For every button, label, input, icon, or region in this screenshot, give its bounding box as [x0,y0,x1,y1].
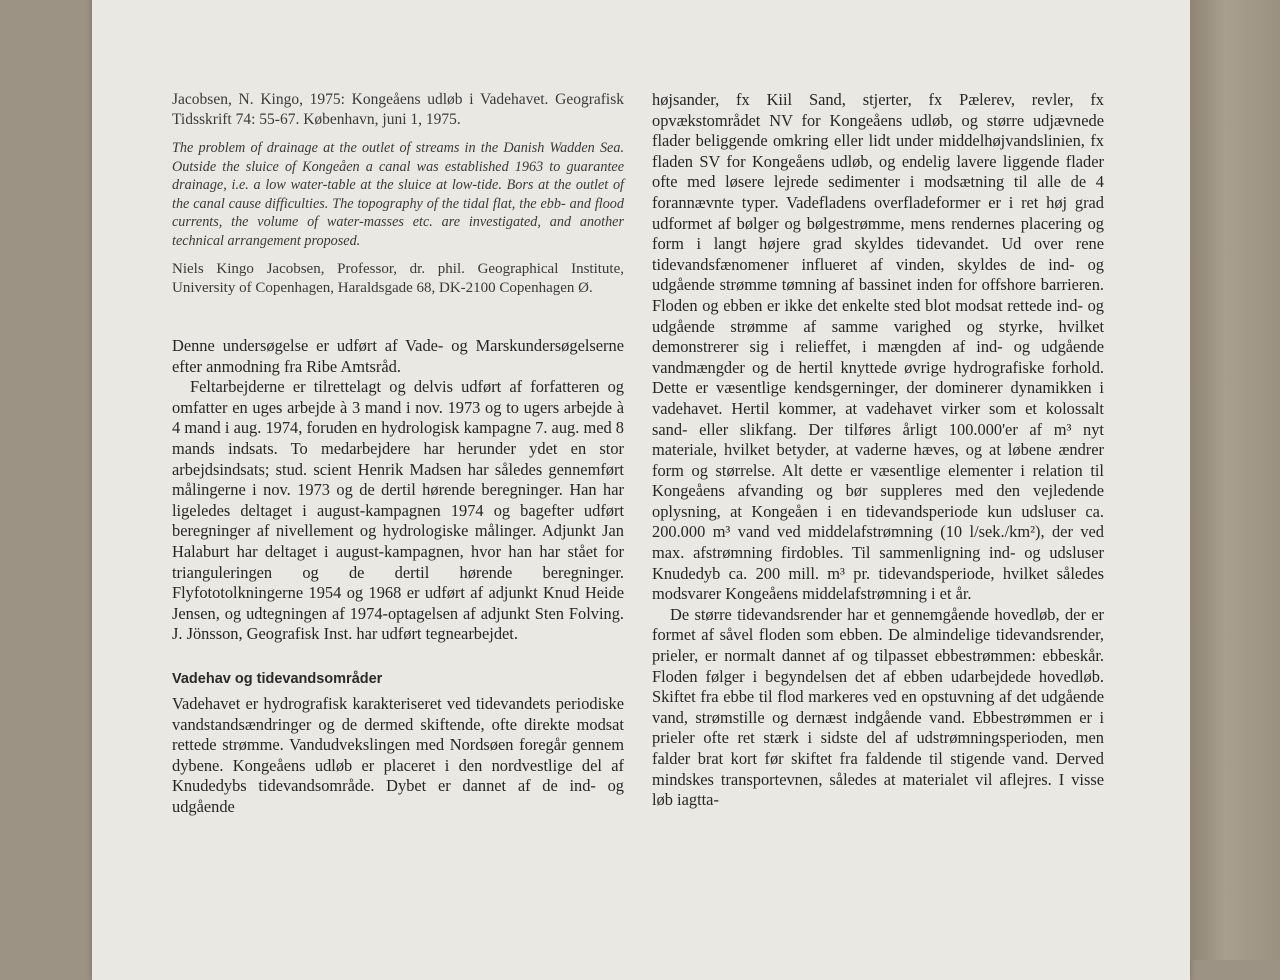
section-paragraph: Vadehavet er hydrografisk karakteriseret ved tidevandets periodiske vandstandsændringer og de dermed skiftende, ofte direkte modsat rettede strømme. Vandudvekslingen med Nordsøen foregår gennem dybene. Kongeåens udløb er placeret i den nordvestlige del af Knudedybs tidevandsområde. Dybet er dannet af de ind- og udgående [172,693,624,816]
citation-reference: Jacobsen, N. Kingo, 1975: Kongeåens udløb i Vadehavet. Geografisk Tidsskrift 74: 55-67. København, juni 1, 1975. [172,91,624,128]
background-surface [1190,0,1280,960]
continued-paragraph: højsander, fx Kiil Sand, stjerter, fx Pælerev, revler, fx opvækstområdet NV for Kongeåens udløb, og større udjævnede flader beliggende omkring eller lidt under middelhøjvandslinien, fx fladen SV for Kongeåens udløb, og endelig lavere liggende flader ofte med løsere lejrede sedimenter i modsætning til alle de 4 forannævnte typer. Vadefladens overfladeformer er i ret høj grad udformet af bølger og bølgestrømme, mens rendernes placering og form i langt højere grad skyldes tidevandet. Ud over rene tidevandsfænomener influeret af vinden, skyldes de ind- og udgående strømme tømning af bassinet inden for offshore barrieren. Floden og ebben er ikke det enkelte sted blot modsat rettede ind- og udgående strømme af samme varighed og styrke, hvilket demonstrerer sig i relieffet, i mængden af ind- og udgående vandmængder og de hertil knyttede øvrige hydrografiske forhold. Dette er væsentlige kendsgerninger, der dominerer dynamikken i vadehavet. Hertil kommer, at vadehavet virker som et kolossalt sand- eller slikfang. Der tilføres årligt 100.000'er af m³ nyt materiale, hvilket betyder, at vaderne hæves, og at løbene ændrer form og størrelse. Alt dette er væsentlige elementer i relation til Kongeåens afvanding og bør suppleres med den vejledende oplysning, at Kongeåen i en tidevandsperiode kun udsluser ca. 200.000 m³ vand ved middelafstrømning (10 l/sek./km²), der ved max. afstrømning firdobles. Til sammenligning ind- og udsluser Knudedyb ca. 200 mill. m³ pr. tidevandsperiode, hvilket således modsvarer Kongeåens middelafstrømning i et år. [652,90,1104,604]
right-column [652,90,1104,811]
author-address: Niels Kingo Jacobsen, Professor, dr. phil. Geographical Institute, University of Copenhagen, Haraldsgade 68, DK-2100 Copenhagen Ø. [172,261,624,296]
left-column [172,90,624,817]
english-abstract: The problem of drainage at the outlet of streams in the Danish Wadden Sea. Outside the sluice of Kongeåen a canal was established 1963 to guarantee drainage, i.e. a low water-table at the sluice at low-tide. Bors at the outlet of the canal cause difficulties. The topography of the tidal flat, the ebb- and flood currents, the volume of water-masses etc. are investigated, and another technical arrangement proposed. [172,140,624,249]
fieldwork-paragraph: Feltarbejderne er tilrettelagt og delvis udført af forfatteren og omfatter en uges arbejde à 3 mand i nov. 1973 og to ugers arbejde à 4 mand i aug. 1974, foruden en hydrologisk kampagne 7. aug. med 8 mands indsats. To medarbejdere har herunder ydet en stor arbejdsindsats; stud. scient Henrik Madsen har således gennemført målingerne i nov. 1973 og de dertil hørende beregninger. Han har ligeledes deltaget i august-kampagnen 1974 og bagefter udført beregninger af nivellement og hydrologiske målinger. Adjunkt Jan Halaburt har deltaget i august-kampagnen, hvor han har stået for trianguleringen og de dertil hørende beregninger. Flyfototolkningerne 1954 og 1968 er udført af adjunkt Knud Heide Jensen, og udtegningen af 1974-optagelsen af adjunkt Sten Folving. J. Jönsson, Geografisk Inst. har udført tegnearbejdet. [172,377,624,644]
tidal-channels-paragraph: De større tidevandsrender har et gennemgående hovedløb, der er formet af såvel floden som ebben. De almindelige tidevandsrender, prieler, er normalt dannet af og tilpasset ebbestrømmen: ebbeskår. Floden følger i begyndelsen det af ebben udarbejdede hovedløb. Skiftet fra ebbe til flod markeres ved en opstuvning af det udgående vand, strømstille og dernæst indgående vand. Ebbestrømmen er i prieler ofte ret stærk i sidste del af udstrømningsperioden, men falder brat kort før skiftet fra faldende til stigende vand. Derved mindskes transportevnen, således at materialet vil aflejres. I visse løb iagtta- [652,604,1104,810]
section-heading: Vadehav og tidevandsområder [172,670,383,687]
intro-paragraph: Denne undersøgelse er udført af Vade- og Marskundersøgelserne efter anmodning fra Ribe Amtsråd. [172,336,624,376]
